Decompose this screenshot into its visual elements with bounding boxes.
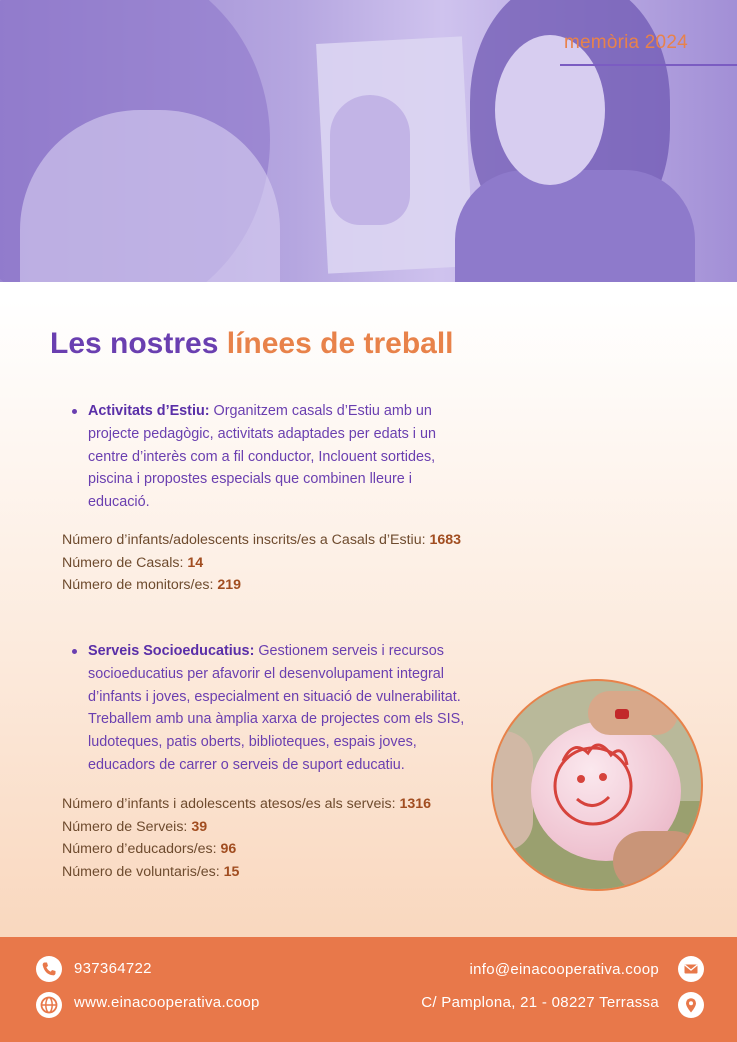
- bullet-summer-activities-text: [72, 400, 467, 514]
- bullet-socioeducational-services-description: Gestionem serveis i recursos socioeducatius per afavorir el desenvolupament integral d’infants i joves, especialment en situació de vulnerabilitat. Treballem amb una àmplia xarxa de projectes com els SIS, ludoteques, patis oberts, biblioteques, espais joves, educadors de carrer o serveis de suport educatiu.: [88, 643, 465, 773]
- footer-website-link[interactable]: www.einacooperativa.coop: [74, 994, 260, 1011]
- bullet-summer-activities-description: Organitzem casals d’Estiu amb un projecte pedagògic, activitats adaptades per edats i un centre d’interès com a fil conductor, Inclouent sortides, piscina i propostes especials que combinen lleure i educació.: [88, 403, 437, 511]
- stat-value: 15: [223, 863, 240, 880]
- hero-photo-girl-face: [495, 35, 605, 185]
- mail-icon: [678, 956, 704, 982]
- stat-row: [62, 793, 431, 816]
- stat-row: [62, 529, 461, 552]
- bullet-socioeducational-services-title: Serveis Socioeducatius:: [88, 643, 255, 659]
- bullet-dot: [72, 649, 77, 654]
- stat-label: Número de voluntaris/es:: [62, 863, 224, 880]
- location-pin-icon: [678, 992, 704, 1018]
- globe-icon: [36, 992, 62, 1018]
- stat-value: 1316: [399, 796, 432, 812]
- stat-row: [62, 574, 461, 597]
- stat-label: Número de Casals:: [62, 554, 188, 571]
- footer-address: C/ Pamplona, 21 - 08227 Terrassa: [421, 994, 659, 1011]
- hero-photo-girl-sweater: [455, 170, 695, 282]
- stat-value: 96: [220, 841, 237, 857]
- bullet-socioeducational-services-text: [72, 640, 467, 777]
- stat-row: [62, 838, 431, 861]
- footer: [0, 937, 737, 1042]
- hero-photo-hand: [330, 95, 410, 225]
- bullet-socioeducational-services: [72, 640, 467, 777]
- summer-stats: [62, 529, 461, 597]
- stat-value: 1683: [429, 532, 462, 548]
- report-year-badge: memòria 2024: [564, 32, 688, 53]
- stat-label: Número d’infants i adolescents atesos/es als serveis:: [62, 796, 400, 812]
- stat-label: Número d’educadors/es:: [62, 841, 221, 857]
- bullet-summer-activities-title: Activitats d’Estiu:: [88, 403, 210, 419]
- stat-value: 39: [191, 818, 208, 835]
- stat-row: [62, 861, 431, 884]
- footer-phone[interactable]: 937364722: [74, 960, 152, 977]
- bullet-dot: [72, 409, 77, 414]
- header-rule: [560, 64, 737, 66]
- balloon-photo: [491, 679, 703, 891]
- footer-email-link[interactable]: info@einacooperativa.coop: [469, 961, 659, 978]
- stat-label: Número de monitors/es:: [62, 577, 218, 593]
- stat-value: 219: [217, 577, 242, 593]
- stat-row: [62, 552, 461, 575]
- stat-label: Número de Serveis:: [62, 818, 192, 835]
- stat-row: [62, 816, 431, 839]
- page-title-accent: línees de treball: [226, 327, 454, 360]
- page-title-lead: Les nostres: [50, 327, 227, 360]
- bullet-summer-activities: [72, 400, 467, 514]
- stat-value: 14: [187, 554, 204, 571]
- page-title: [50, 327, 454, 361]
- services-stats: [62, 793, 431, 883]
- balloon-drawing: [493, 681, 703, 891]
- phone-icon: [36, 956, 62, 982]
- stat-label: Número d’infants/adolescents inscrits/es a Casals d’Estiu:: [62, 532, 430, 548]
